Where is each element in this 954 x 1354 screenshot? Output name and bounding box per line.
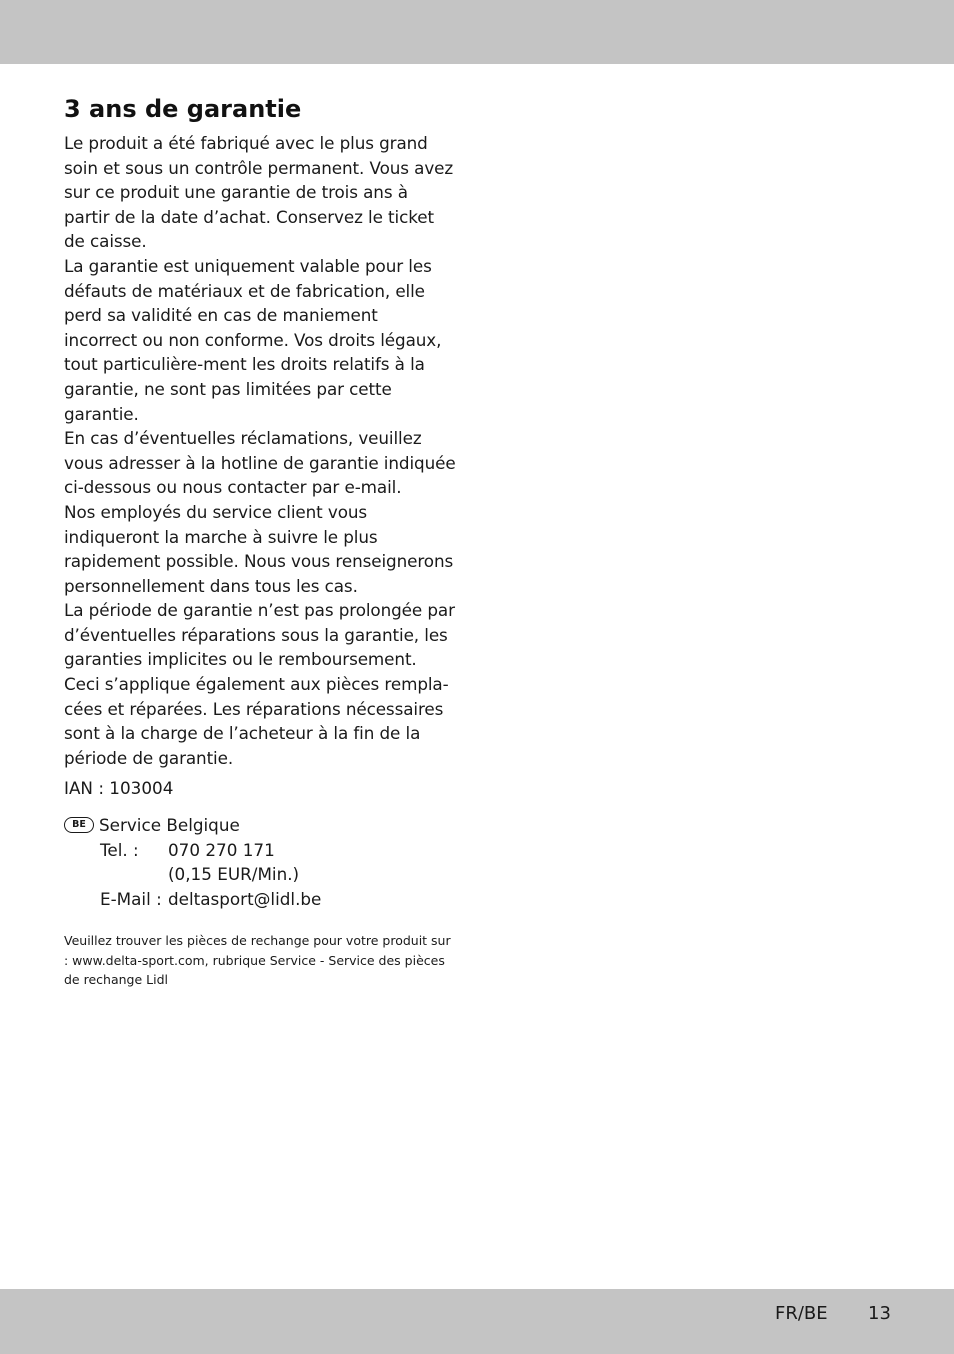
country-badge-icon: BE xyxy=(64,817,94,833)
paragraph-period: La période de garantie n’est pas prolongée par d’éventuelles réparations sous la garantie, les garanties implicites ou le remboursement. xyxy=(64,600,455,670)
email-line xyxy=(64,887,456,912)
email-label: E-Mail : xyxy=(100,888,162,909)
tel-line xyxy=(64,838,456,863)
tel-number: 070 270 171 xyxy=(168,839,275,860)
page-number: 13 xyxy=(868,1303,891,1324)
tel-rate-line xyxy=(64,862,456,887)
service-header xyxy=(64,813,456,838)
paragraph-intro: Le produit a été fabriqué avec le plus grand soin et sous un contrôle permanent. Vous avez sur ce produit une garantie de trois ans à partir de la date d’achat. Conservez le ticket de caisse. xyxy=(64,133,454,252)
header-band xyxy=(0,0,954,64)
paragraph-service: Nos employés du service client vous indiqueront la marche à suivre le plus rapidement possible. Nous vous renseignerons personnellement dans tous les cas. xyxy=(64,501,454,596)
email-address: deltasport@lidl.be xyxy=(168,888,322,909)
service-block xyxy=(64,813,456,911)
ian-number: IAN : 103004 xyxy=(64,778,174,799)
tel-rate: (0,15 EUR/Min.) xyxy=(168,864,300,885)
service-name: Service Belgique xyxy=(99,815,240,836)
warranty-section xyxy=(64,92,456,990)
tel-label: Tel. : xyxy=(100,839,139,860)
paragraph-validity: La garantie est uniquement valable pour les défauts de matériaux et de fabrication, elle perd sa validité en cas de maniement incorrect ou non conforme. Vos droits légaux, tout particulière-ment les droits relatifs à la garantie, ne sont pas limitées par cette garantie. xyxy=(64,255,442,424)
page-title: 3 ans de garantie xyxy=(64,95,302,123)
footer-language: FR/BE xyxy=(775,1303,828,1324)
paragraph-repairs: Ceci s’applique également aux pièces rempla-cées et réparées. Les réparations nécessaires sont à la charge de l’acheteur à la fin de la période de garantie. xyxy=(64,674,449,768)
paragraph-claims: En cas d’éventuelles réclamations, veuillez vous adresser à la hotline de garantie indiquée ci-dessous ou nous contacter par e-mail. xyxy=(64,428,456,498)
spare-parts-note: Veuillez trouver les pièces de rechange pour votre produit sur : www.delta-sport.com, rubrique Service - Service des pièces de rechange Lidl xyxy=(64,933,451,988)
